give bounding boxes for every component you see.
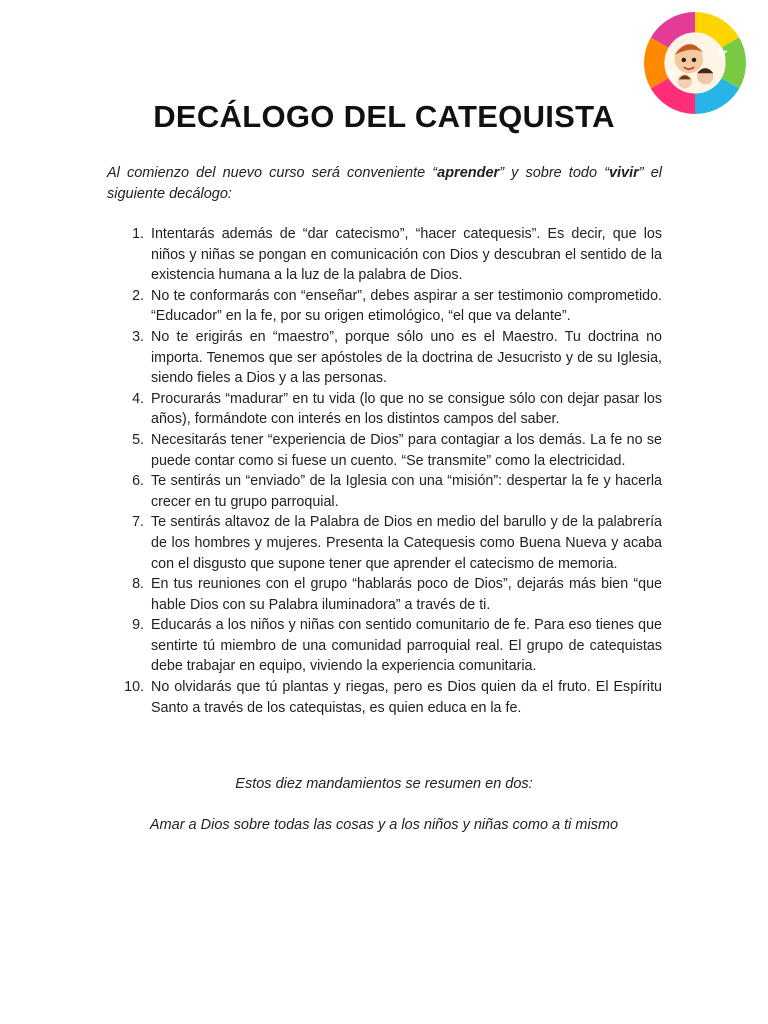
list-item: 4. Procurarás “madurar” en tu vida (lo que no se consigue sólo con dejar pasar los años), formándote con interés en los distintos campos del saber.	[132, 390, 662, 428]
closing-summary: Estos diez mandamientos se resumen en dos:	[235, 776, 533, 792]
intro-paragraph: Al comienzo del nuevo curso será conveniente “aprender” y sobre todo “vivir” el siguiente decálogo:	[107, 165, 662, 202]
list-item: 2. No te conformarás con “enseñar”, debes aspirar a ser testimonio comprometido. “Educador” en la fe, por su origen etimológico, “el que va delante”.	[132, 287, 662, 325]
list-item: 6. Te sentirás un “enviado” de la Iglesia con una “misión”: despertar la fe y hacerla crecer en tu grupo parroquial.	[132, 473, 662, 510]
list-item: 3. No te erigirás en “maestro”, porque sólo uno es el Maestro. Tu doctrina no importa. Tenemos que ser apóstoles de la doctrina de Jesucristo y de su Iglesia, siendo fieles a Dios y a las personas.	[132, 328, 662, 387]
list-item: 5. Necesitarás tener “experiencia de Dios” para contagiar a los demás. La fe no se puede contar como si fuese un cuento. “Se transmite” como la electricidad.	[132, 431, 662, 469]
list-item: 10. No olvidarás que tú plantas y riegas, pero es Dios quien da el fruto. El Espíritu Santo a través de los catequistas, es quien educa en la fe.	[124, 679, 662, 716]
decalogue-list	[107, 224, 662, 718]
page-title: DECÁLOGO DEL CATEQUISTA	[153, 99, 615, 134]
list-item: 8. En tus reuniones con el grupo “hablarás poco de Dios”, dejarás más bien “que hable Dios con su Palabra iluminadora” a través de ti.	[132, 576, 662, 613]
list-item: 1. Intentarás además de “dar catecismo”, “hacer catequesis”. Es decir, que los niños y niñas se pongan en comunicación con Dios y descubran el sentido de la existencia humana a la luz de la palabra de Dios.	[132, 226, 662, 284]
list-item: 7. Te sentirás altavoz de la Palabra de Dios en medio del barullo y de la palabrería de los hombres y mujeres. Presenta la Catequesis como Buena Nueva y acaba con el disgusto que supone tener que aprender el catecismo de memoria.	[132, 514, 662, 572]
closing-commandment: Amar a Dios sobre todas las cosas y a los niños y niñas como a ti mismo	[149, 817, 619, 833]
list-item: 9. Educarás a los niños y niñas con sentido comunitario de fe. Para eso tienes que sentirte tú miembro de una comunidad parroquial real. El grupo de catequistas debe trabajar en equipo, viviendo la experiencia comunitaria.	[132, 617, 662, 675]
